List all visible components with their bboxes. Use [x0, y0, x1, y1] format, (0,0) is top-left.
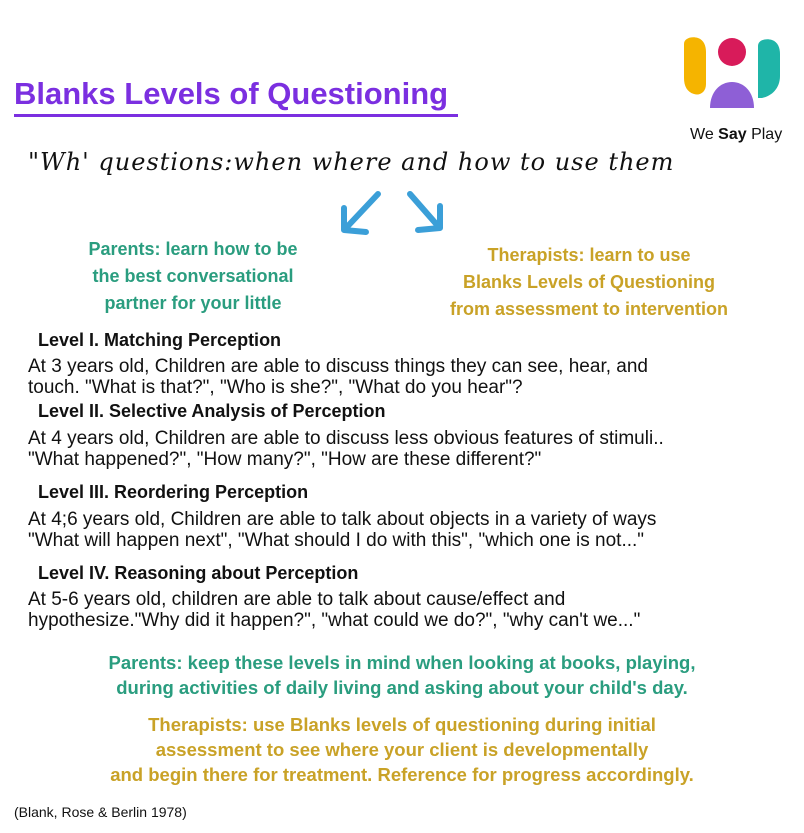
subtitle: "Wh' questions:when where and how to use them	[28, 148, 675, 176]
parents-intro: Parents: learn how to be the best conversational partner for your little	[88, 239, 298, 313]
logo-icon	[682, 36, 782, 116]
therapists-intro: Therapists: learn to use Blanks Levels of Questioning from assessment to intervention	[449, 245, 729, 319]
citation: (Blank, Rose & Berlin 1978)	[14, 804, 187, 820]
level-1-text: At 3 years old, Children are able to discuss things they can see, hear, and touch. "What is that?", "Who is she?", "What do you hear"?	[28, 356, 648, 398]
level-3-text: At 4;6 years old, Children are able to talk about objects in a variety of ways "What will happen next", "What should I do with this", "which one is not..."	[28, 509, 657, 551]
level-2-heading: Level II. Selective Analysis of Perception	[38, 401, 386, 421]
level-2-text: At 4 years old, Children are able to discuss less obvious features of stimuli.. "What happened?", "How many?", "How are these different?"	[28, 428, 664, 470]
level-4-heading: Level IV. Reasoning about Perception	[38, 563, 359, 583]
level-1-heading: Level I. Matching Perception	[38, 330, 282, 350]
level-3-heading: Level III. Reordering Perception	[38, 482, 309, 502]
parents-tip: Parents: keep these levels in mind when looking at books, playing, during activities of daily living and asking about your child's day.	[108, 652, 696, 698]
brand-name: We Say Play	[690, 126, 783, 143]
arrow-down-left-icon	[344, 194, 378, 232]
therapists-tip: Therapists: use Blanks levels of questioning during initial assessment to see where your client is developmentally and begin there for treatment. Reference for progress accordingly.	[110, 714, 694, 785]
level-4-text: At 5-6 years old, children are able to talk about cause/effect and hypothesize."Why did it happen?", "what could we do?", "why can't we..."	[28, 589, 641, 631]
direction-arrows	[330, 188, 450, 240]
page-title: Blanks Levels of Questioning	[14, 76, 458, 117]
arrow-down-right-icon	[410, 194, 440, 230]
